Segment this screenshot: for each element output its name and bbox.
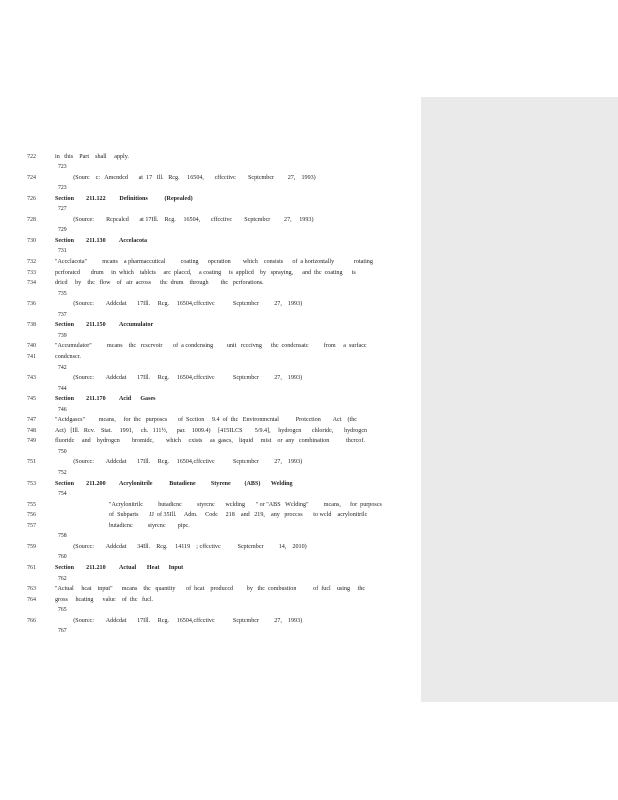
document-line bbox=[0, 195, 421, 204]
document-line bbox=[0, 258, 421, 267]
sub-line-number: 735 bbox=[58, 290, 67, 297]
document-line bbox=[0, 543, 421, 552]
document-line bbox=[0, 490, 421, 499]
line-number: 748 bbox=[27, 427, 36, 434]
line-number: 724 bbox=[27, 174, 36, 181]
document-line bbox=[0, 342, 421, 351]
document-line bbox=[0, 627, 421, 636]
document-line bbox=[0, 364, 421, 373]
body-text: "Acidgascs" mcans, for thc purposcs of Scction 9.4 of thc Environmcntal Protcction Act (thc bbox=[55, 417, 357, 424]
section-heading: Section 211.170 Acid Gases bbox=[55, 396, 156, 403]
line-number: 756 bbox=[27, 512, 36, 519]
line-number: 728 bbox=[27, 216, 36, 223]
line-number: 766 bbox=[27, 617, 36, 624]
sub-line-number: 758 bbox=[58, 533, 67, 540]
line-number: 726 bbox=[27, 195, 36, 202]
sub-line-number: 767 bbox=[58, 628, 67, 635]
sub-line-number: 750 bbox=[58, 448, 67, 455]
document-line bbox=[0, 617, 421, 626]
document-line bbox=[0, 585, 421, 594]
document-line bbox=[0, 522, 421, 531]
document-line bbox=[0, 553, 421, 562]
line-number: 757 bbox=[27, 522, 36, 529]
sub-line-number: 729 bbox=[58, 227, 67, 234]
body-text: (Sourcc: Addcdat 17Ill. Rcg. 16504,cffcctivc Scptcmbcr 27, 1993) bbox=[55, 375, 303, 382]
document-line bbox=[0, 458, 421, 467]
line-number: 753 bbox=[27, 480, 36, 487]
line-number: 722 bbox=[27, 153, 36, 160]
document-line bbox=[0, 564, 421, 573]
line-number: 730 bbox=[27, 237, 36, 244]
document-line bbox=[0, 174, 421, 183]
body-text: "Actual hcat input" mcans thc quantity of hcat produccd by thc combustion of fucl using thc bbox=[55, 586, 366, 593]
line-number: 738 bbox=[27, 322, 36, 329]
body-text: "Accumulator" mcans thc rcscrvoir of a condcnsing unit rcccivng thc condcnsatc from a surfacc bbox=[55, 343, 367, 350]
body-text: condcnscr. bbox=[55, 353, 81, 360]
document-line bbox=[0, 469, 421, 478]
document-line bbox=[0, 205, 421, 214]
document-line bbox=[0, 511, 421, 520]
document-line bbox=[0, 226, 421, 235]
document-line bbox=[0, 448, 421, 457]
body-text: (Source: Rcpcalcd at 17Ill. Rcg. 16504, cffcctivc Scptcmbcr 27, 1993) bbox=[55, 216, 314, 223]
document-line bbox=[0, 437, 421, 446]
document-line bbox=[0, 163, 421, 172]
document-line bbox=[0, 406, 421, 415]
sub-line-number: 723 bbox=[58, 185, 67, 192]
line-number: 749 bbox=[27, 438, 36, 445]
document-line bbox=[0, 290, 421, 299]
body-text: pcrforatcd drum in which tablcts arc placcd, a coating is applicd by spraying, and thc coating is bbox=[55, 269, 356, 276]
line-number: 740 bbox=[27, 343, 36, 350]
document-line bbox=[0, 300, 421, 309]
body-text: dricd by thc flow of air across thc drum through thc pcrforations. bbox=[55, 280, 264, 287]
section-heading: Section 211.210 Actual Heat Input bbox=[55, 564, 184, 571]
sub-line-number: 752 bbox=[58, 470, 67, 476]
line-number: 759 bbox=[27, 543, 36, 550]
sub-line-number: 765 bbox=[58, 607, 67, 614]
line-number: 751 bbox=[27, 459, 36, 466]
document-line bbox=[0, 606, 421, 615]
sub-line-number: 754 bbox=[58, 491, 67, 498]
body-text: in this Part shall apply. bbox=[55, 153, 129, 160]
line-number: 747 bbox=[27, 417, 36, 424]
line-number: 761 bbox=[27, 564, 36, 571]
sub-line-number: 737 bbox=[58, 311, 67, 318]
document-line bbox=[0, 385, 421, 394]
document-line bbox=[0, 596, 421, 605]
sub-line-number: 746 bbox=[58, 406, 67, 413]
body-text: fluoridc and hydrogcn bromidc, which cxists as gascs, liquid mist or any combination thcrcof. bbox=[55, 438, 365, 445]
section-heading: Section 211.130 Accelacota bbox=[55, 237, 148, 244]
sub-line-number: 731 bbox=[58, 248, 67, 255]
document-line bbox=[0, 153, 421, 162]
body-text: "Accclacota" mcans a pharmaccutical coating opcration which consists of a horizontally rotating bbox=[55, 259, 373, 265]
document-line bbox=[0, 427, 421, 436]
sub-line-number: 760 bbox=[58, 554, 67, 561]
body-text: Act) [Ill. Rcv. Stat. 1991, ch. 111½, par. 1009.4) [415ILCS 5/9.4], hydrogcn chloridc, hydrogcn bbox=[55, 427, 368, 434]
line-number: 745 bbox=[27, 396, 36, 403]
indented-definition-text: of Subparts JJ of 35Ill. Adm. Codc 218 and 219, any proccss to wcld acrylonitrilc bbox=[109, 512, 368, 519]
document-line bbox=[0, 332, 421, 341]
document-line bbox=[0, 480, 421, 489]
comment-pane bbox=[421, 97, 618, 702]
line-number: 736 bbox=[27, 301, 36, 308]
body-text: gross hcating valuc of thc fucl. bbox=[55, 596, 153, 603]
line-number: 764 bbox=[27, 596, 36, 603]
document-line bbox=[0, 237, 421, 246]
indented-definition-text: butadicnc styrcnc pipc. bbox=[109, 522, 190, 529]
document-line bbox=[0, 269, 421, 278]
line-number: 741 bbox=[27, 353, 36, 360]
sub-line-number: 727 bbox=[58, 206, 67, 213]
body-text: (Sourcc: Addcdat 34Ill. Rcg. 14119 ; cffcctivc Scptcmbcr 14, 2010) bbox=[55, 543, 307, 550]
line-number: 755 bbox=[27, 501, 36, 508]
document-line bbox=[0, 532, 421, 541]
indented-definition-text: "Acrylonitrilc butadicnc styrcnc wclding " or "ABS Wclding" mcans, for purposcs bbox=[109, 501, 382, 508]
body-text: (Sourcc: Addcdat 17Ill. Rcg. 16504,cffcctivc Scptcmbcr 27, 1993) bbox=[55, 301, 303, 308]
line-number: 732 bbox=[27, 259, 36, 265]
sub-line-number: 744 bbox=[58, 385, 67, 392]
body-text: (Sourc c: Amcndcd at 17 Ill. Rcg. 16504, cffcctivc Scptcmbcr 27, 1993) bbox=[55, 174, 316, 181]
section-heading: Section 211.150 Accumulator bbox=[55, 322, 154, 329]
body-text: (Sourcc: Addcdat 17Ill. Rcg. 16504,cffcctivc Scptcmbcr 27, 1993) bbox=[55, 617, 303, 624]
document-line bbox=[0, 311, 421, 320]
document-line bbox=[0, 321, 421, 330]
document-line bbox=[0, 279, 421, 288]
document-line bbox=[0, 416, 421, 425]
section-heading: Section 211.122 Definitions (Repealed) bbox=[55, 195, 193, 202]
document-line bbox=[0, 216, 421, 225]
line-number: 763 bbox=[27, 586, 36, 593]
document-line bbox=[0, 353, 421, 362]
sub-line-number: 762 bbox=[58, 575, 67, 582]
line-number: 734 bbox=[27, 280, 36, 287]
sub-line-number: 742 bbox=[58, 364, 67, 371]
line-number: 743 bbox=[27, 375, 36, 382]
section-heading: Section 211.200 Acrylonitrile Butadiene Styrene (ABS) Welding bbox=[55, 480, 293, 487]
line-number: 733 bbox=[27, 269, 36, 276]
document-line bbox=[0, 501, 421, 510]
document-line bbox=[0, 374, 421, 383]
document-line bbox=[0, 395, 421, 404]
document-line bbox=[0, 247, 421, 256]
sub-line-number: 723 bbox=[58, 164, 67, 171]
sub-line-number: 739 bbox=[58, 332, 67, 339]
document-line bbox=[0, 575, 421, 584]
document-line bbox=[0, 184, 421, 193]
body-text: (Sourcc: Addcdat 17Ill. Rcg. 16504,cffcctivc Scptcmbcr 27, 1993) bbox=[55, 459, 303, 466]
